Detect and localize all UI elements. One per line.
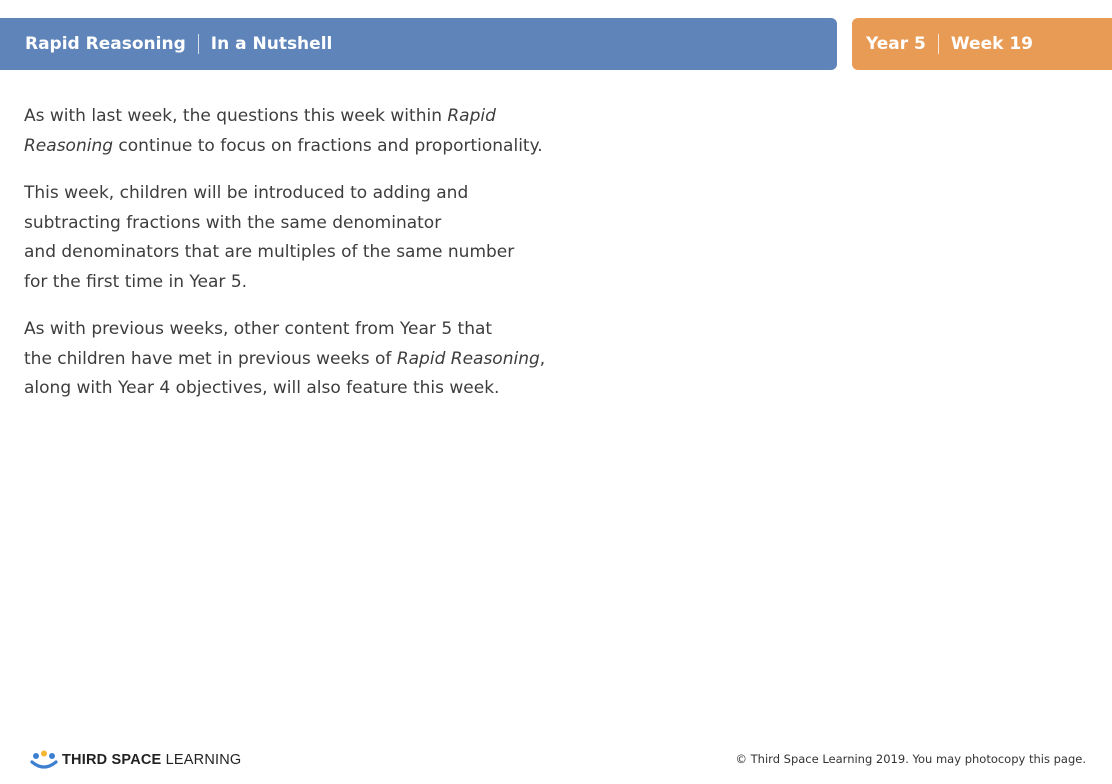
paragraph-2-line-1: This week, children will be introduced to adding and [24,183,469,203]
paragraph-2-line-2: subtracting fractions with the same denominator [24,212,442,233]
logo-regular-text: LEARNING [161,752,242,768]
text-run: continue to focus on fractions and proportionality. [113,135,543,156]
header-divider [198,34,199,54]
paragraph-3-line-1: As with previous weeks, other content from Year 5 that [24,319,493,339]
header-title-bar [0,18,837,70]
paragraph-2 [24,179,584,297]
paragraph-3-line-2 [24,345,584,375]
people-logo-icon [30,750,58,770]
logo-wordmark [62,752,241,768]
copyright-notice: © Third Space Learning 2019. You may photocopy this page. [735,752,1086,766]
rapid-reasoning-italic: Rapid [447,106,496,126]
nutshell-content [24,102,584,422]
paragraph-3 [24,315,584,404]
header-divider-right [938,34,939,54]
third-space-learning-logo [30,749,241,771]
logo-bold-text: THIRD SPACE [62,752,162,768]
text-run: , [539,348,546,369]
header-year-week-bar [852,18,1112,70]
paragraph-1-line-2 [24,132,584,162]
paragraph-1 [24,102,584,161]
paragraph-2-line-3: and denominators that are multiples of the same number [24,242,515,262]
series-title: Rapid Reasoning [25,34,186,54]
paragraph-2-line-4: for the first time in Year 5. [24,271,248,292]
text-run: As with last week, the questions this week within [24,106,448,126]
reasoning-italic: Reasoning [24,135,114,156]
week-label: Week 19 [950,34,1033,54]
rapid-reasoning-italic: Rapid Reasoning [396,348,540,369]
paragraph-3-line-3: along with Year 4 objectives, will also feature this week. [24,378,500,398]
section-title: In a Nutshell [210,34,333,54]
year-label: Year 5 [866,34,926,54]
paragraph-1-line-1 [24,102,584,132]
text-run: the children have met in previous weeks of [24,348,397,369]
